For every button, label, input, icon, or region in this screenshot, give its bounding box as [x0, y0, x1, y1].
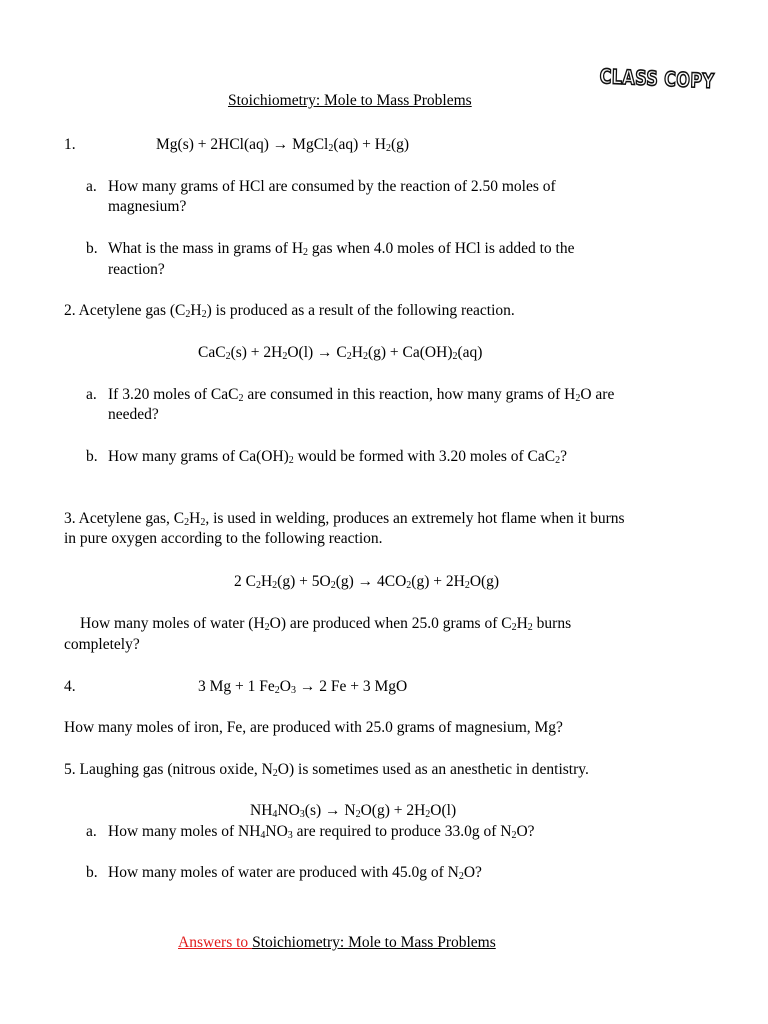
problem-1a-question-line2: magnesium?: [108, 198, 187, 215]
problem-4-equation: 3 Mg + 1 $Fe_2O_3 \to 2$ Fe + 3 MgO: [198, 678, 408, 696]
problem-2a-question-line2: needed?: [108, 406, 159, 423]
problem-1b-label: b.: [86, 240, 98, 257]
problem-2-equation: $CaC_2(s) + 2H_2O(l) \to C_2H_2(g) + Ca(OH)_2(aq)$: [198, 344, 483, 362]
class-copy-stamp: CLASS COPY: [599, 64, 715, 93]
problem-2-intro: 2. Acetylene gas $(C_2H_2)$ is produced as a result of the following reaction.: [64, 302, 515, 320]
problem-5b-label: b.: [86, 864, 98, 881]
problem-2a-label: a.: [86, 386, 97, 403]
problem-2b-question: How many grams of $Ca(OH)_2$ would be formed with 3.20 moles of CaC$_2$?: [108, 448, 568, 466]
problem-3-question: How many moles of water $(H_2O)$ are produced when 25.0 grams of $C_2H_2$ burns: [80, 615, 572, 633]
problem-1b-question-line2: reaction?: [108, 261, 165, 278]
problem-5-equation: $NH_4NO_3(s) \to N_2O(g) + 2H_2O(l)$: [250, 802, 457, 820]
problem-5a-label: a.: [86, 823, 97, 840]
answers-prefix: Answers to: [178, 934, 253, 951]
problem-3-intro-line2: in pure oxygen according to the following reaction.: [64, 530, 383, 547]
problem-2b-label: b.: [86, 448, 98, 465]
page-title: Stoichiometry: Mole to Mass Problems: [228, 92, 472, 109]
problem-5b-question: How many moles of water are produced with 45.0g of $N_2O$?: [108, 864, 482, 882]
problem-1a-question: How many grams of HCl are consumed by the reaction of 2.50 moles of: [108, 178, 556, 195]
problem-3-intro: 3. Acetylene gas, $C_2H_2$, is used in welding, produces an extremely hot flame when it burns: [64, 510, 625, 528]
problem-2a-question: If 3.20 moles of CaC$_2$ are consumed in this reaction, how many grams of $H_2O$ are: [108, 386, 615, 404]
problem-3-equation: 2 $C_2H_2(g) + 5O_2(g) \to 4CO_2(g) + 2H_2O(g)$: [234, 573, 500, 591]
answers-title: Stoichiometry: Mole to Mass Problems: [252, 934, 496, 951]
problem-1b-question: What is the mass in grams of $H_2$ gas when 4.0 moles of HCl is added to the: [108, 240, 575, 258]
problem-1-equation: Mg(s) + 2HCl(aq) → MgCl$_2$(aq) + $H_2(g)$: [156, 136, 410, 154]
problem-5-intro: 5. Laughing gas (nitrous oxide, $N_2O$) is sometimes used as an anesthetic in dentistry.: [64, 761, 589, 779]
problem-4-question: How many moles of iron, Fe, are produced with 25.0 grams of magnesium, Mg?: [64, 719, 563, 736]
problem-5a-question: How many moles of $NH_4NO_3$ are required to produce 33.0g of $N_2O$?: [108, 823, 535, 841]
answers-heading: [178, 934, 496, 952]
problem-1-number: 1.: [64, 136, 76, 153]
problem-3-question-line2: completely?: [64, 636, 140, 653]
problem-1a-label: a.: [86, 178, 97, 195]
problem-4-number: 4.: [64, 678, 76, 695]
